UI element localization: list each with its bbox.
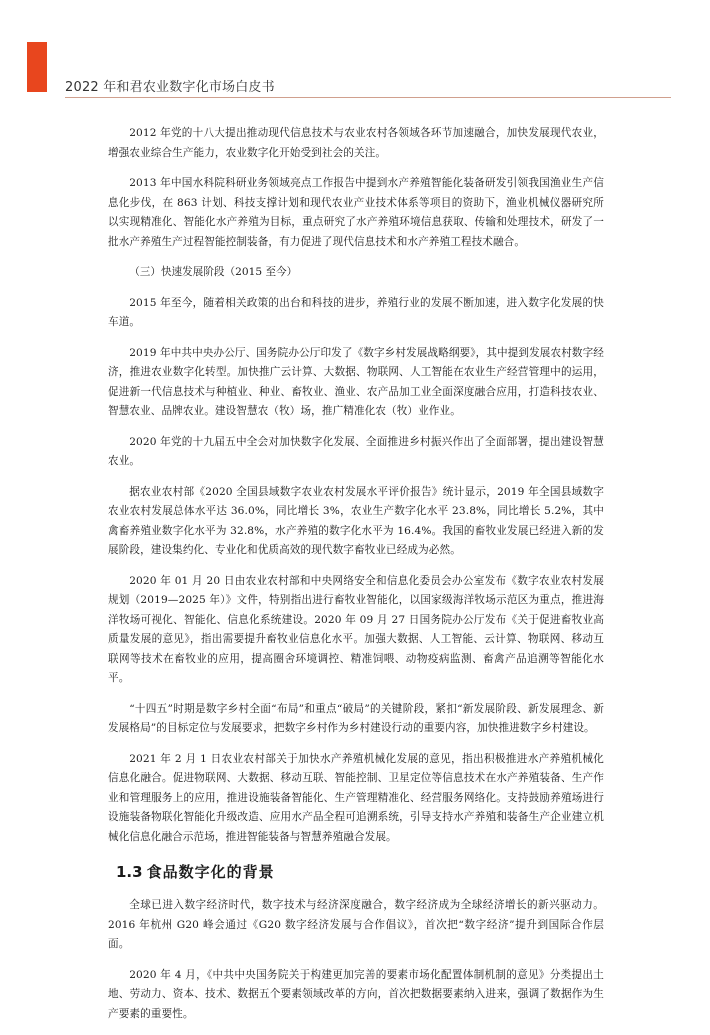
paragraph: 2019 年中共中央办公厅、国务院办公厅印发了《数字乡村发展战略纲要》，其中提到发展农村数字经济，推进农业数字化转型。加快推广云计算、大数据、物联网、人工智能在农业生产经营管理中的运用，促进新一代信息技术与种植业、种业、畜牧业、渔业、农产品加工业全面深度融合应用，打造科技农业、智慧农业、品牌农业。建设智慧农（牧）场，推广精准化农（牧）业作业。 bbox=[108, 346, 604, 417]
header-accent-bar bbox=[27, 42, 47, 92]
section-title: 食品数字化的背景 bbox=[146, 863, 275, 881]
section-heading bbox=[116, 861, 604, 882]
subsection-heading: （三）快速发展阶段（2015 至今） bbox=[129, 266, 298, 278]
section-number: 1.3 bbox=[116, 862, 143, 881]
paragraph: 2020 年党的十九届五中全会对加快数字化发展、全面推进乡村振兴作出了全面部署，提出建设智慧农业。 bbox=[108, 435, 604, 467]
paragraph: “十四五”时期是数字乡村全面“布局”和重点“破局”的关键阶段，紧扣“新发展阶段、新发展理念、新发展格局”的目标定位与发展要求，把数字乡村作为乡村建设行动的重要内容，加快推进数字乡村建设。 bbox=[108, 702, 604, 734]
document-header-title: 2022 年和君农业数字化市场白皮书 bbox=[65, 80, 275, 95]
page-body bbox=[108, 124, 604, 1035]
paragraph: 全球已进入数字经济时代，数字技术与经济深度融合，数字经济成为全球经济增长的新兴驱动力。2016 年杭州 G20 峰会通过《G20 数字经济发展与合作倡议》，首次把“数字经济”提升到国际合作层面。 bbox=[108, 899, 604, 950]
paragraph: 2020 年 4 月，《中共中央国务院关于构建更加完善的要素市场化配置体制机制的意见》分类提出土地、劳动力、资本、技术、数据五个要素领域改革的方向，首次把数据要素纳入进来，强调了数据作为生产要素的重要性。 bbox=[108, 968, 604, 1020]
paragraph: 2021 年 2 月 1 日农业农村部关于加快水产养殖机械化发展的意见，指出积极推进水产养殖机械化信息化融合。促进物联网、大数据、移动互联、智能控制、卫星定位等信息技术在水产养殖装备、生产作业和管理服务上的应用，推进设施装备智能化、生产管理精准化、经营服务网络化。支持鼓励养殖场进行设施装备物联化智能化升级改造、应用水产品全程可追溯系统，引导支持水产养殖和装备生产企业建立机械化信息化融合示范场，推进智能装备与智慧养殖融合发展。 bbox=[108, 752, 604, 843]
paragraph: 2015 年至今，随着相关政策的出台和科技的进步，养殖行业的发展不断加速，进入数字化发展的快车道。 bbox=[108, 296, 604, 328]
paragraph: 据农业农村部《2020 全国县域数字农业农村发展水平评价报告》统计显示，2019 年全国县域数字农业农村发展总体水平达 36.0%，同比增长 3%，农业生产数字化水平 23.8%，同比增长 5.2%，其中禽畜养殖业数字化水平为 32.8%，水产养殖的数字化水平为 16.4%。我国的畜牧业发展已经进入新的发展阶段，建设集约化、专业化和优质高效的现代数字畜牧业已经成为必然。 bbox=[108, 485, 604, 556]
paragraph: 2012 年党的十八大提出推动现代信息技术与农业农村各领域各环节加速融合，加快发展现代农业，增强农业综合生产能力，农业数字化开始受到社会的关注。 bbox=[108, 127, 604, 159]
header-divider bbox=[65, 97, 671, 98]
paragraph: 2020 年 01 月 20 日由农业农村部和中央网络安全和信息化委员会办公室发布《数字农业农村发展规划（2019—2025 年）》文件，特别指出进行畜牧业智能化，以国家级海洋牧场示范区为重点，推进海洋牧场可视化、智能化、信息化系统建设。2020 年 09 月 27 日国务院办公厅发布《关于促进畜牧业高质量发展的意见》，指出需要提升畜牧业信息化水平。加强大数据、人工智能、云计算、物联网、移动互联网等技术在畜牧业的应用，提高圈舍环境调控、精准饲喂、动物疫病监测、畜禽产品追溯等智能化水平。 bbox=[108, 574, 604, 684]
paragraph: 2013 年中国水科院科研业务领域亮点工作报告中提到水产养殖智能化装备研发引领我国渔业生产信息化步伐，在 863 计划、科技支撑计划和现代农业产业技术体系等项目的资助下，渔业机械仪器研究所以实现精准化、智能化水产养殖为目标，重点研究了水产养殖环境信息获取、传输和处理技术，研发了一批水产养殖生产过程智能控制装备，有力促进了现代信息技术和水产养殖工程技术融合。 bbox=[108, 177, 604, 248]
